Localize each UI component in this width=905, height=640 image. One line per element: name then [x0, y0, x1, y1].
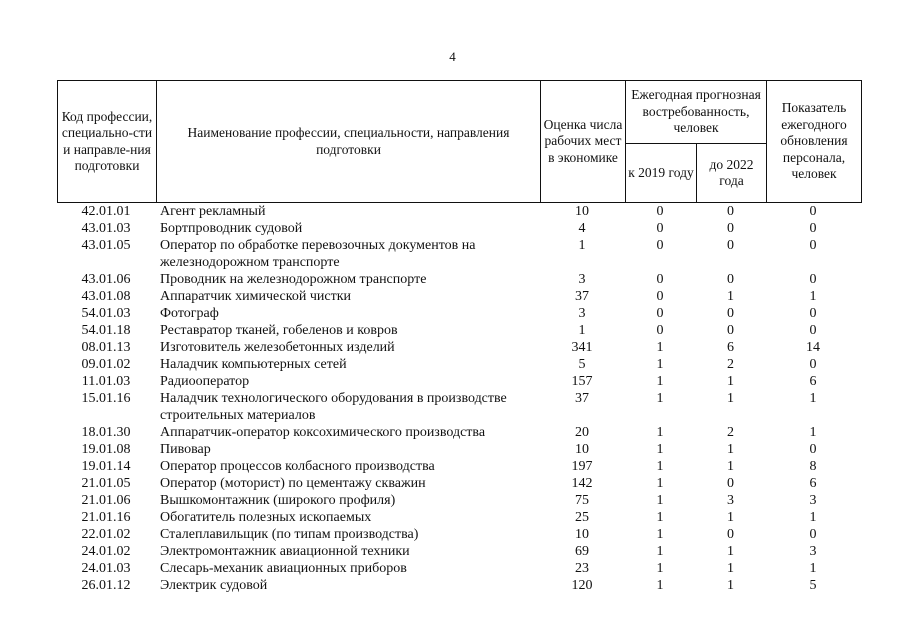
row-name: Радиооператор: [160, 374, 250, 389]
row-demand-2022: 2: [727, 425, 734, 440]
row-code: 11.01.03: [81, 374, 131, 389]
row-demand-2022: 2: [727, 357, 734, 372]
row-demand-2019: 1: [656, 578, 664, 593]
row-workplaces: 120: [571, 578, 593, 593]
row-demand-2022: 1: [727, 391, 734, 406]
table-row: [57, 441, 860, 458]
row-demand-2019: 1: [656, 459, 664, 474]
row-demand-2022: 0: [727, 238, 734, 253]
row-code: 21.01.16: [81, 510, 131, 525]
table-row: [57, 492, 860, 509]
row-name: Сталеплавильщик (по типам производства): [160, 527, 419, 542]
row-workplaces: 142: [571, 476, 593, 491]
row-code: 21.01.06: [81, 493, 131, 508]
row-name: Вышкомонтажник (широкого профиля): [160, 493, 396, 508]
row-workplaces: 75: [575, 493, 589, 508]
row-renewal: 0: [809, 323, 817, 338]
row-workplaces: 341: [571, 340, 593, 355]
table-row: [57, 475, 860, 492]
table-row: [57, 339, 860, 356]
row-name: Реставратор тканей, гобеленов и ковров: [160, 323, 398, 338]
row-workplaces: 20: [575, 425, 589, 440]
row-demand-2022: 1: [727, 374, 734, 389]
table-row: [57, 458, 860, 475]
row-code: 08.01.13: [81, 340, 131, 355]
row-renewal: 1: [809, 425, 817, 440]
row-code: 22.01.02: [81, 527, 131, 542]
row-demand-2019: 0: [656, 221, 664, 236]
row-workplaces: 10: [575, 527, 589, 542]
row-renewal: 1: [809, 561, 817, 576]
row-code: 43.01.06: [81, 272, 131, 287]
row-workplaces: 10: [575, 204, 589, 219]
row-code: 43.01.05: [81, 238, 131, 253]
row-workplaces: 1: [578, 323, 586, 338]
row-name: Агент рекламный: [160, 204, 266, 219]
row-demand-2019: 1: [656, 544, 664, 559]
row-workplaces: 197: [571, 459, 593, 474]
header-to-2022: до 2022 года: [709, 156, 754, 188]
row-code: 24.01.02: [81, 544, 131, 559]
row-demand-2022: 0: [727, 306, 734, 321]
row-demand-2019: 1: [656, 340, 664, 355]
row-name: Оператор процессов колбасного производства: [160, 459, 435, 474]
row-code: 15.01.16: [81, 391, 131, 406]
row-code: 09.01.02: [81, 357, 131, 372]
row-name: Аппаратчик-оператор коксохимического производства: [160, 425, 486, 440]
row-name: Пивовар: [160, 442, 211, 457]
row-name: Оператор (моторист) по цементажу скважин: [160, 476, 426, 491]
row-code: 24.01.03: [81, 561, 131, 576]
row-workplaces: 5: [578, 357, 586, 372]
header-annual-demand: Ежегодная прогнозная востребованность, человек: [626, 81, 766, 144]
row-workplaces: 37: [575, 289, 589, 304]
table-row: [57, 526, 860, 543]
row-name: Изготовитель железобетонных изделий: [160, 340, 395, 355]
table-row: [57, 373, 860, 390]
row-workplaces: 25: [575, 510, 589, 525]
row-demand-2019: 1: [656, 561, 664, 576]
table-row: [57, 356, 860, 373]
table-row: [57, 390, 860, 424]
header-renewal: Показатель ежегодного обновления персонала, человек: [780, 100, 848, 182]
row-renewal: 3: [809, 493, 817, 508]
row-demand-2022: 3: [727, 493, 734, 508]
row-demand-2022: 6: [727, 340, 734, 355]
row-name: Бортпроводник судовой: [160, 221, 303, 236]
row-demand-2019: 1: [656, 357, 664, 372]
row-renewal: 1: [809, 391, 817, 406]
table-row: [57, 237, 860, 271]
row-demand-2022: 1: [727, 578, 734, 593]
table-row: [57, 288, 860, 305]
row-name: Наладчик компьютерных сетей: [160, 357, 347, 372]
row-code: 19.01.08: [81, 442, 131, 457]
row-demand-2022: 1: [727, 544, 734, 559]
row-code: 19.01.14: [81, 459, 131, 474]
row-renewal: 1: [809, 510, 817, 525]
row-workplaces: 3: [578, 306, 586, 321]
row-renewal: 0: [809, 238, 817, 253]
header-code: Код профессии, специально-сти и направле-ния подготовки: [58, 81, 157, 202]
table-row: [57, 424, 860, 441]
row-demand-2022: 1: [727, 289, 734, 304]
header-workplaces: Оценка числа рабочих мест в экономике: [541, 81, 626, 202]
row-demand-2019: 1: [656, 391, 664, 406]
row-demand-2022: 0: [727, 527, 734, 542]
row-workplaces: 1: [578, 238, 586, 253]
table-row: [57, 203, 860, 220]
row-demand-2019: 1: [656, 510, 664, 525]
row-workplaces: 3: [578, 272, 586, 287]
row-renewal: 0: [809, 357, 817, 372]
row-demand-2019: 1: [656, 527, 664, 542]
row-code: 26.01.12: [81, 578, 131, 593]
row-workplaces: 10: [575, 442, 589, 457]
row-demand-2019: 0: [656, 323, 664, 338]
row-demand-2022: 0: [727, 272, 734, 287]
table-row: [57, 220, 860, 237]
row-demand-2019: 1: [656, 476, 664, 491]
row-renewal: 0: [809, 221, 817, 236]
row-name: Аппаратчик химической чистки: [160, 289, 352, 304]
row-name: Проводник на железнодорожном транспорте: [160, 272, 427, 287]
row-demand-2022: 0: [727, 323, 734, 338]
row-name: Электромонтажник авиационной техники: [160, 544, 410, 559]
row-demand-2022: 1: [727, 561, 734, 576]
row-demand-2022: 1: [727, 510, 734, 525]
row-renewal: 3: [809, 544, 817, 559]
row-renewal: 6: [809, 374, 817, 389]
table-row: [57, 560, 860, 577]
row-demand-2022: 0: [727, 204, 734, 219]
row-name: Слесарь-механик авиационных приборов: [160, 561, 407, 576]
table-row: [57, 509, 860, 526]
row-code: 42.01.01: [81, 204, 131, 219]
row-renewal: 1: [809, 289, 817, 304]
row-demand-2019: 1: [656, 442, 664, 457]
header-to-2019: к 2019 году: [626, 144, 697, 202]
row-code: 54.01.18: [81, 323, 131, 338]
row-renewal: 14: [806, 340, 820, 355]
row-renewal: 5: [809, 578, 817, 593]
table-row: [57, 305, 860, 322]
table-row: [57, 271, 860, 288]
row-demand-2019: 0: [656, 204, 664, 219]
row-workplaces: 23: [575, 561, 589, 576]
row-demand-2019: 0: [656, 272, 664, 287]
row-renewal: 0: [809, 442, 817, 457]
row-demand-2019: 1: [656, 374, 664, 389]
row-workplaces: 69: [575, 544, 589, 559]
row-demand-2019: 1: [656, 493, 664, 508]
row-renewal: 0: [809, 306, 817, 321]
row-workplaces: 4: [578, 221, 586, 236]
row-code: 43.01.03: [81, 221, 131, 236]
row-demand-2022: 1: [727, 459, 734, 474]
table-row: [57, 543, 860, 560]
row-renewal: 0: [809, 272, 817, 287]
row-demand-2019: 1: [656, 425, 664, 440]
row-name: Электрик судовой: [160, 578, 268, 593]
row-renewal: 8: [809, 459, 817, 474]
row-code: 21.01.05: [81, 476, 131, 491]
row-demand-2019: 0: [656, 238, 664, 253]
table-row: [57, 577, 860, 594]
header-name: Наименование профессии, специальности, направления подготовки: [157, 81, 541, 202]
row-demand-2022: 0: [727, 221, 734, 236]
row-renewal: 0: [809, 527, 817, 542]
row-demand-2022: 1: [727, 442, 734, 457]
page-number: 4: [449, 49, 456, 64]
row-name: Оператор по обработке перевозочных документов на железнодорожном транспорте: [160, 238, 476, 270]
table-row: [57, 322, 860, 339]
row-renewal: 6: [809, 476, 817, 491]
row-code: 18.01.30: [81, 425, 131, 440]
row-demand-2019: 0: [656, 306, 664, 321]
row-demand-2022: 0: [727, 476, 734, 491]
row-renewal: 0: [809, 204, 817, 219]
row-workplaces: 37: [575, 391, 589, 406]
table-header: [57, 80, 862, 203]
row-code: 43.01.08: [81, 289, 131, 304]
row-name: Фотограф: [160, 306, 219, 321]
row-demand-2019: 0: [656, 289, 664, 304]
row-name: Наладчик технологического оборудования в производстве строительных материалов: [160, 391, 507, 423]
row-code: 54.01.03: [81, 306, 131, 321]
header-annual-demand-group: [626, 81, 767, 202]
table-body: [57, 203, 860, 594]
row-name: Обогатитель полезных ископаемых: [160, 510, 372, 525]
row-workplaces: 157: [571, 374, 593, 389]
